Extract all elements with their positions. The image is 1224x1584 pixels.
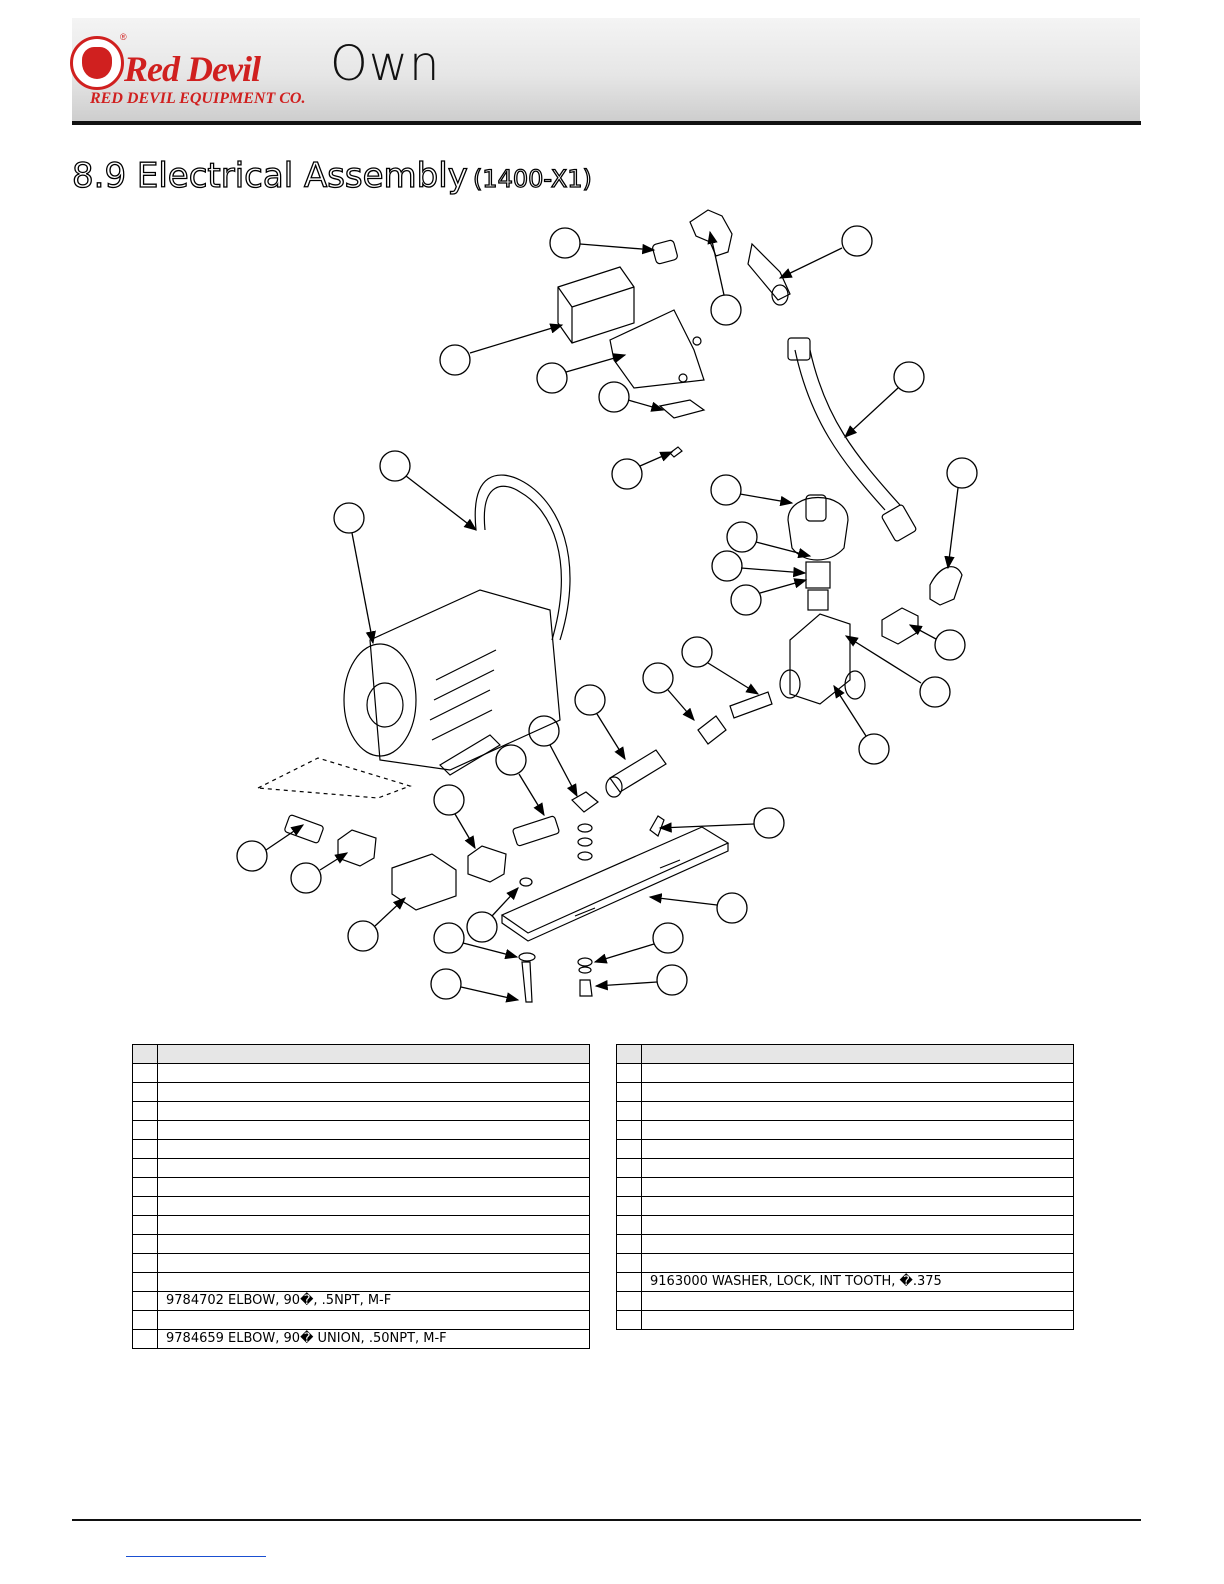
part-description — [642, 1102, 1074, 1121]
table-row — [617, 1197, 1074, 1216]
table-row — [133, 1083, 590, 1102]
footer-link[interactable] — [126, 1556, 266, 1557]
table-row — [133, 1330, 590, 1349]
part-description — [642, 1045, 1074, 1064]
part-description — [158, 1273, 590, 1292]
table-row — [617, 1045, 1074, 1064]
table-row — [133, 1235, 590, 1254]
item-number — [617, 1140, 642, 1159]
table-row — [133, 1178, 590, 1197]
item-number — [617, 1216, 642, 1235]
item-number — [617, 1273, 642, 1292]
part-description — [158, 1254, 590, 1273]
table-row — [617, 1083, 1074, 1102]
part-description — [158, 1121, 590, 1140]
item-number — [133, 1273, 158, 1292]
part-description — [642, 1178, 1074, 1197]
header-rule — [72, 121, 1141, 125]
registered-mark: ® — [120, 32, 127, 42]
table-row — [133, 1273, 590, 1292]
part-description — [642, 1083, 1074, 1102]
item-number — [617, 1197, 642, 1216]
brand-name: Red Devil — [124, 49, 260, 89]
part-description — [158, 1197, 590, 1216]
part-description — [642, 1216, 1074, 1235]
table-row — [617, 1216, 1074, 1235]
part-description: 9163000 WASHER, LOCK, INT TOOTH, �.375 — [642, 1273, 1074, 1292]
item-number — [133, 1311, 158, 1330]
item-number — [133, 1216, 158, 1235]
item-number — [133, 1121, 158, 1140]
part-description — [642, 1121, 1074, 1140]
table-row — [133, 1292, 590, 1311]
section-heading: 8.9 Electrical Assembly — [72, 156, 468, 196]
section-model: (1400-X1) — [472, 165, 592, 193]
brand-logo — [70, 32, 330, 112]
item-number — [133, 1292, 158, 1311]
devil-emblem-icon — [70, 36, 124, 90]
item-number — [133, 1045, 158, 1064]
part-description — [158, 1311, 590, 1330]
table-row — [133, 1311, 590, 1330]
item-number — [133, 1083, 158, 1102]
item-number — [617, 1292, 642, 1311]
part-description — [642, 1292, 1074, 1311]
part-description — [158, 1045, 590, 1064]
item-number — [133, 1254, 158, 1273]
item-number — [133, 1140, 158, 1159]
item-number — [617, 1159, 642, 1178]
callout-bubbles — [237, 226, 977, 999]
parts-table-right — [616, 1044, 1074, 1330]
part-description — [158, 1159, 590, 1178]
part-drawings — [258, 210, 962, 1002]
table-row — [133, 1216, 590, 1235]
part-description — [158, 1083, 590, 1102]
item-number — [617, 1064, 642, 1083]
table-row — [617, 1235, 1074, 1254]
part-description — [642, 1254, 1074, 1273]
part-description — [642, 1311, 1074, 1330]
table-row — [133, 1140, 590, 1159]
item-number — [617, 1254, 642, 1273]
part-description — [158, 1235, 590, 1254]
part-description — [642, 1235, 1074, 1254]
parts-table-left-clip — [131, 1043, 593, 1370]
table-row — [617, 1178, 1074, 1197]
part-description: 9784659 ELBOW, 90� UNION, .50NPT, M-F — [158, 1330, 590, 1349]
part-description — [642, 1064, 1074, 1083]
item-number — [617, 1102, 642, 1121]
table-row — [617, 1311, 1074, 1330]
table-row — [617, 1064, 1074, 1083]
table-row — [617, 1121, 1074, 1140]
part-description — [642, 1140, 1074, 1159]
table-row — [617, 1254, 1074, 1273]
table-row — [133, 1254, 590, 1273]
item-number — [133, 1330, 158, 1349]
table-row — [133, 1045, 590, 1064]
item-number — [133, 1064, 158, 1083]
table-row — [617, 1273, 1074, 1292]
item-number — [133, 1159, 158, 1178]
table-row — [617, 1102, 1074, 1121]
table-row — [617, 1292, 1074, 1311]
part-description — [642, 1159, 1074, 1178]
item-number — [617, 1311, 642, 1330]
part-description — [158, 1216, 590, 1235]
item-number — [133, 1178, 158, 1197]
part-description — [158, 1140, 590, 1159]
part-description — [158, 1064, 590, 1083]
table-row — [133, 1197, 590, 1216]
item-number — [133, 1197, 158, 1216]
item-number — [133, 1235, 158, 1254]
exploded-assembly-diagram — [230, 205, 1030, 1015]
part-description — [158, 1102, 590, 1121]
table-row — [133, 1064, 590, 1083]
table-row — [133, 1121, 590, 1140]
item-number — [133, 1102, 158, 1121]
footer-rule — [72, 1519, 1141, 1521]
part-description — [158, 1178, 590, 1197]
part-description — [642, 1197, 1074, 1216]
item-number — [617, 1178, 642, 1197]
brand-company: RED DEVIL EQUIPMENT CO. — [90, 90, 306, 107]
item-number — [617, 1045, 642, 1064]
document-title: Own — [330, 36, 441, 92]
table-row — [133, 1159, 590, 1178]
table-row — [617, 1159, 1074, 1178]
item-number — [617, 1121, 642, 1140]
table-row — [617, 1140, 1074, 1159]
part-description: 9784702 ELBOW, 90�, .5NPT, M-F — [158, 1292, 590, 1311]
table-row — [133, 1102, 590, 1121]
section-title — [72, 156, 592, 196]
parts-table-left — [132, 1044, 590, 1349]
item-number — [617, 1083, 642, 1102]
item-number — [617, 1235, 642, 1254]
